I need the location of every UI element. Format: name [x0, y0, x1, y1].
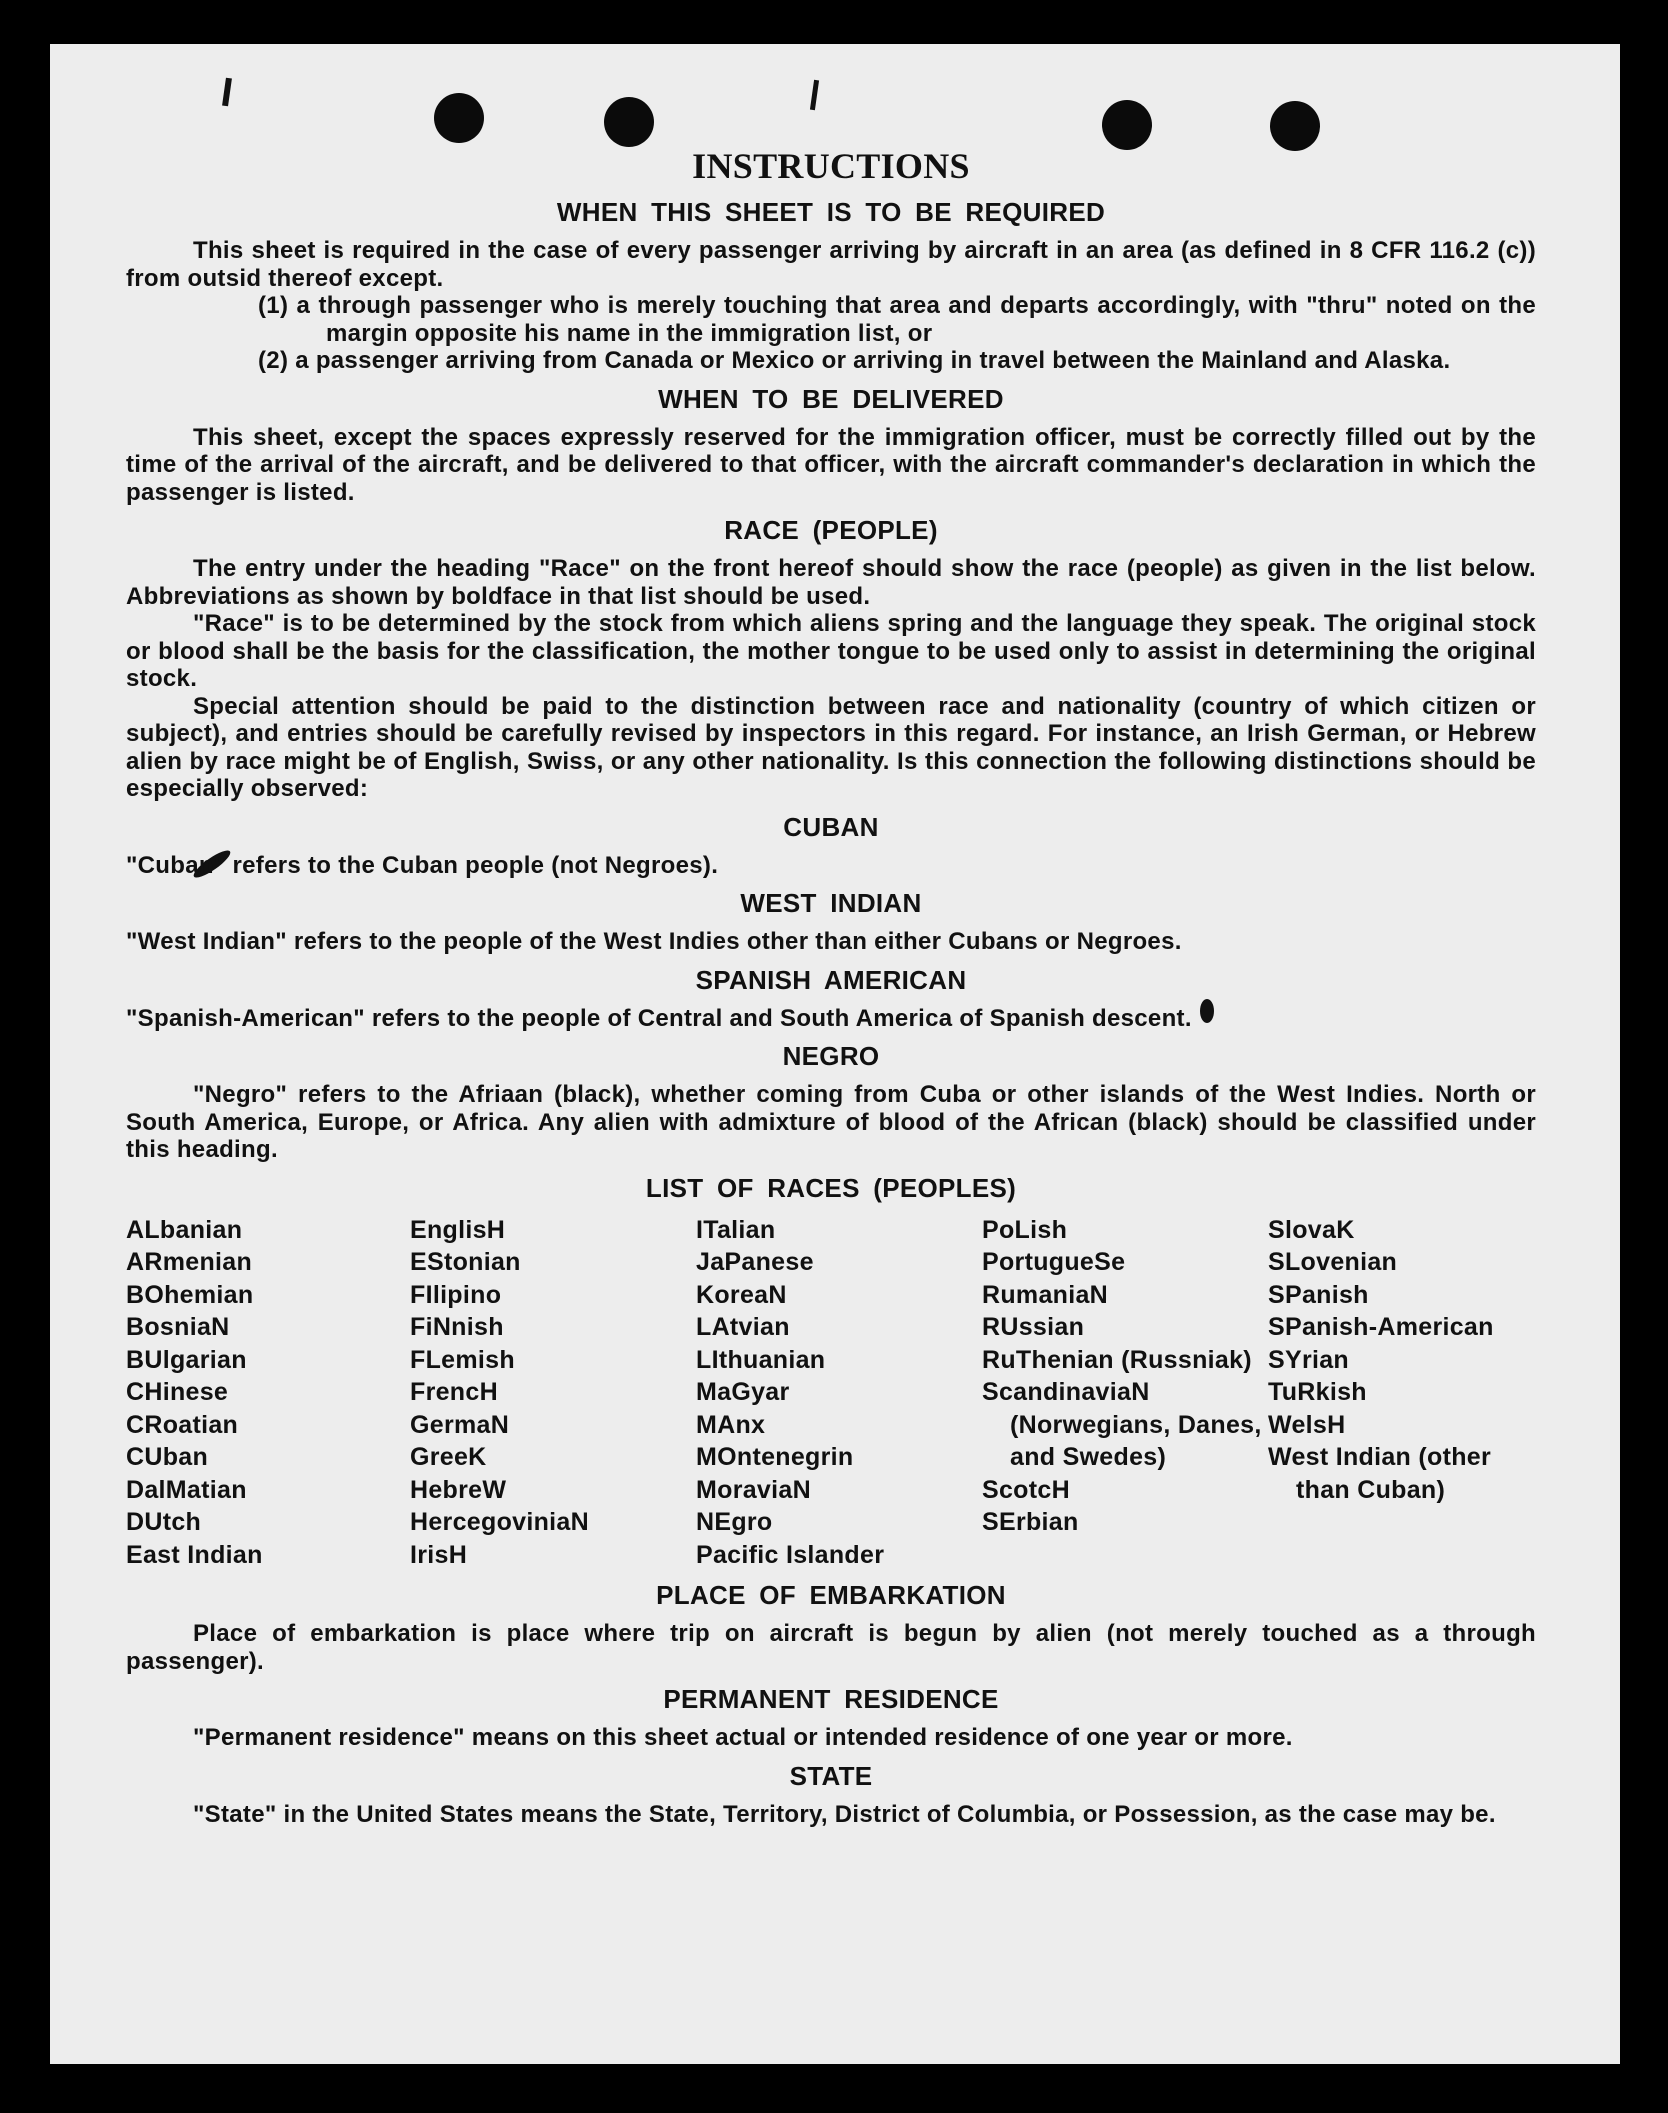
- race-item: SErbian: [982, 1508, 1079, 1536]
- paragraph: The entry under the heading "Race" on the front hereof should show the race (people) as given in the list below. Abbreviations as shown by boldface in that list should be used.: [126, 555, 1536, 610]
- paragraph: "Spanish-American" refers to the people of Central and South America of Spanish descent.: [126, 1004, 1192, 1032]
- race-item: ScotcH: [982, 1475, 1070, 1504]
- race-item: MOntenegrin: [696, 1443, 854, 1471]
- paragraph: "State" in the United States means the State, Territory, District of Columbia, or Possession, as the case may be.: [193, 1800, 1496, 1828]
- punch-hole: [604, 97, 654, 147]
- heading-embarkation: PLACE OF EMBARKATION: [656, 1580, 1006, 1610]
- paragraph: "Cuban" refers to the Cuban people (not Negroes).: [126, 851, 719, 879]
- punch-hole: [1102, 100, 1152, 150]
- race-item: GreeK: [410, 1443, 487, 1471]
- race-item: NEgro: [696, 1508, 773, 1536]
- race-item: SlovaK: [1268, 1215, 1355, 1244]
- race-item: ITalian: [696, 1215, 776, 1244]
- race-item: CUban: [126, 1443, 209, 1471]
- race-item: BosniaN: [126, 1313, 230, 1341]
- list-item: (1) a through passenger who is merely touching that area and departs accordingly, with "thru" noted on the margin opposite his name in the immigration list, or: [258, 292, 1536, 347]
- race-item: SLovenian: [1268, 1248, 1398, 1276]
- paragraph: Place of embarkation is place where trip on aircraft is begun by alien (not merely touched as a through passenger).: [126, 1620, 1536, 1675]
- race-item: ARmenian: [126, 1248, 253, 1276]
- races-list: [126, 1214, 1536, 1572]
- race-item: FiNnish: [410, 1313, 504, 1341]
- race-item: SYrian: [1268, 1345, 1349, 1374]
- heading-when-required: WHEN THIS SHEET IS TO BE REQUIRED: [556, 197, 1106, 227]
- race-item: LIthuanian: [696, 1345, 826, 1374]
- race-item: FrencH: [410, 1378, 498, 1406]
- race-item: EStonian: [410, 1248, 521, 1276]
- race-item: RUssian: [982, 1313, 1085, 1341]
- race-item: RuThenian (Russniak): [982, 1345, 1252, 1374]
- races-column: [982, 1214, 1268, 1572]
- race-item: BOhemian: [126, 1280, 254, 1309]
- list-item: (2) a passenger arriving from Canada or Mexico or arriving in travel between the Mainland and Alaska.: [258, 347, 1451, 374]
- race-item: East Indian: [126, 1540, 263, 1569]
- heading-list-of-races: LIST OF RACES (PEOPLES): [645, 1172, 1017, 1203]
- race-item: EnglisH: [410, 1215, 506, 1244]
- race-item: HebreW: [410, 1475, 507, 1504]
- heading-state: STATE: [789, 1760, 873, 1791]
- document-page: [50, 44, 1620, 2064]
- race-item: FLemish: [410, 1345, 515, 1374]
- heading-negro: NEGRO: [782, 1041, 880, 1071]
- paragraph: "West Indian" refers to the people of the West Indies other than either Cubans or Negroes.: [126, 928, 1182, 955]
- race-item: West Indian (other than Cuban): [1268, 1443, 1492, 1504]
- race-item: CRoatian: [126, 1410, 239, 1439]
- heading-race: RACE (PEOPLE): [724, 515, 938, 545]
- heading-spanish-american: SPANISH AMERICAN: [695, 964, 967, 995]
- race-item: CHinese: [126, 1378, 229, 1406]
- race-item: KoreaN: [696, 1280, 787, 1309]
- paragraph: "Negro" refers to the Afriaan (black), whether coming from Cuba or other islands of the West Indies. North or South America, Europe, or Africa. Any alien with admixture of blood of the African (black) should be classified under this heading.: [126, 1081, 1536, 1163]
- paragraph: "Permanent residence" means on this sheet actual or intended residence of one year or more.: [193, 1724, 1293, 1751]
- heading-permanent-residence: PERMANENT RESIDENCE: [663, 1684, 999, 1714]
- heading-when-delivered: WHEN TO BE DELIVERED: [658, 383, 1004, 414]
- race-item: DalMatian: [126, 1475, 247, 1504]
- race-item: SPanish-American: [1268, 1313, 1494, 1341]
- race-item: ScandinaviaN (Norwegians, Danes, and Swedes): [982, 1378, 1262, 1471]
- race-item: MaGyar: [696, 1378, 790, 1406]
- race-item: HercegoviniaN: [410, 1508, 589, 1536]
- race-item: IrisH: [410, 1540, 468, 1569]
- races-column: [126, 1214, 410, 1572]
- paragraph: "Race" is to be determined by the stock from which aliens spring and the language they speak. The original stock or blood shall be the basis for the classification, the mother tongue to be used only to assist in determining the original stock.: [126, 610, 1536, 692]
- race-item: RumaniaN: [982, 1280, 1109, 1309]
- punch-hole: [434, 93, 484, 143]
- paragraph: This sheet, except the spaces expressly reserved for the immigration officer, must be correctly filled out by the time of the arrival of the aircraft, and be delivered to that officer, with the aircraft commander's declaration in which the passenger is listed.: [126, 423, 1536, 506]
- race-item: WelsH: [1268, 1410, 1346, 1439]
- race-item: LAtvian: [696, 1313, 790, 1341]
- races-column: [1268, 1214, 1538, 1572]
- paragraph: This sheet is required in the case of every passenger arriving by aircraft in an area (as defined in 8 CFR 116.2 (c)) from outsid thereof except.: [126, 237, 1536, 292]
- race-item: MoraviaN: [696, 1475, 811, 1504]
- ink-mark: [810, 80, 819, 110]
- race-item: FIlipino: [410, 1280, 502, 1309]
- ink-mark: [222, 78, 232, 107]
- race-item: Pacific Islander: [696, 1540, 885, 1569]
- paragraph: Special attention should be paid to the distinction between race and nationality (country of which citizen or subject), and entries should be carefully revised by inspectors in this regard. For instance, an Irish German, or Hebrew alien by race might be of English, Swiss, or any other nationality. Is this connection the following distinctions should be especially observed:: [126, 692, 1536, 802]
- race-item: JaPanese: [696, 1248, 814, 1276]
- heading-west-indian: WEST INDIAN: [740, 888, 922, 918]
- race-item: ALbanian: [126, 1215, 243, 1244]
- race-item: BUlgarian: [126, 1345, 247, 1374]
- races-column: [696, 1214, 982, 1572]
- heading-cuban: CUBAN: [783, 811, 879, 842]
- race-item: MAnx: [696, 1410, 766, 1439]
- race-item: SPanish: [1268, 1280, 1369, 1309]
- race-item: TuRkish: [1268, 1378, 1367, 1406]
- race-item: PortugueSe: [982, 1248, 1126, 1276]
- race-item: GermaN: [410, 1410, 510, 1439]
- instructions-content: [126, 144, 1536, 1828]
- races-column: [410, 1214, 696, 1572]
- race-item: PoLish: [982, 1215, 1068, 1244]
- page-title: INSTRUCTIONS: [692, 146, 970, 186]
- race-item: DUtch: [126, 1508, 202, 1536]
